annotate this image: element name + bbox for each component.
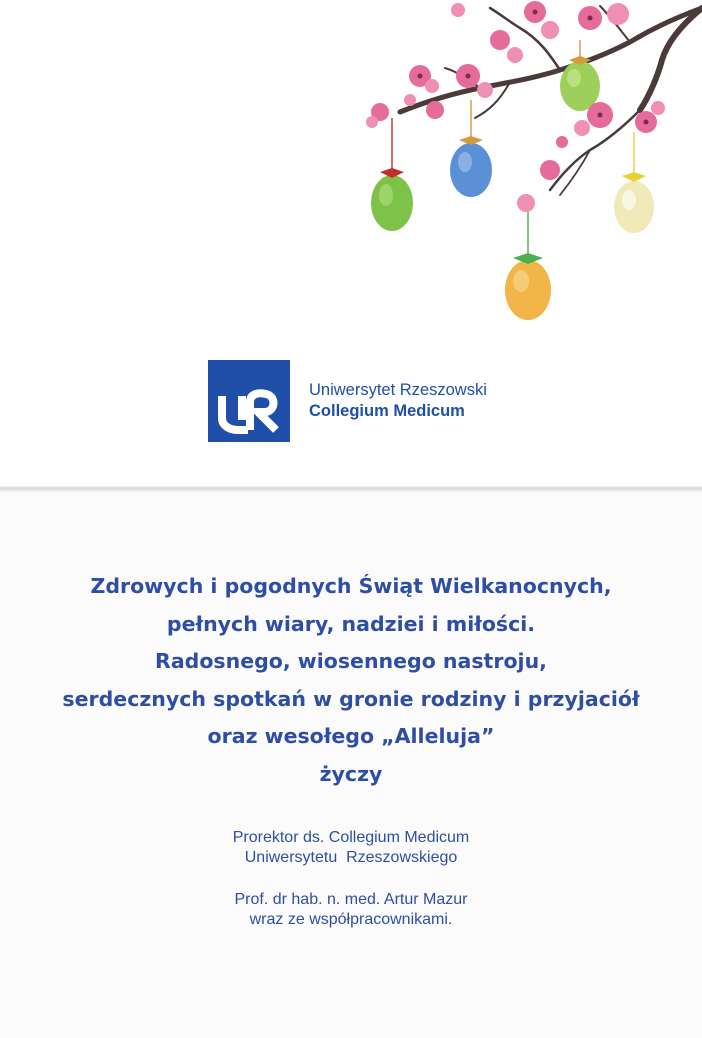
ur-logo-mark xyxy=(208,360,290,442)
greeting-line: serdecznych spotkań w gronie rodziny i przyjaciół xyxy=(62,686,640,711)
blue-egg xyxy=(450,143,492,197)
greeting-line: Radosnego, wiosennego nastroju, xyxy=(155,649,547,673)
greeting-line: pełnych wiary, nadziei i miłości. xyxy=(166,611,536,636)
university-name-line1: Uniwersytet Rzeszowski xyxy=(309,381,487,399)
ur-mark-icon xyxy=(208,360,290,442)
greeting-line: życzy xyxy=(319,761,383,786)
cream-egg xyxy=(614,181,654,233)
signatory-coworkers: wraz ze współpracownikami. xyxy=(249,911,453,928)
university-logo xyxy=(208,360,487,442)
university-name-line2: Collegium Medicum xyxy=(309,402,465,420)
greeting-line: oraz wesołego „Alleluja” xyxy=(207,724,495,748)
card-fold-line xyxy=(0,486,702,492)
easter-greeting xyxy=(0,568,702,793)
signature-spacer xyxy=(0,868,702,890)
signature-block xyxy=(0,828,702,930)
green-egg xyxy=(371,175,413,231)
easter-branch-illustration xyxy=(350,0,702,330)
greeting-line: Zdrowych i pogodnych Świąt Wielkanocnych, xyxy=(90,574,612,598)
signatory-name: Prof. dr hab. n. med. Artur Mazur xyxy=(234,891,468,908)
orange-egg xyxy=(505,260,551,320)
signatory-title-line2: Uniwersytetu Rzeszowskiego xyxy=(244,849,458,866)
signatory-title-line1: Prorektor ds. Collegium Medicum xyxy=(232,829,470,846)
university-name xyxy=(309,380,487,422)
